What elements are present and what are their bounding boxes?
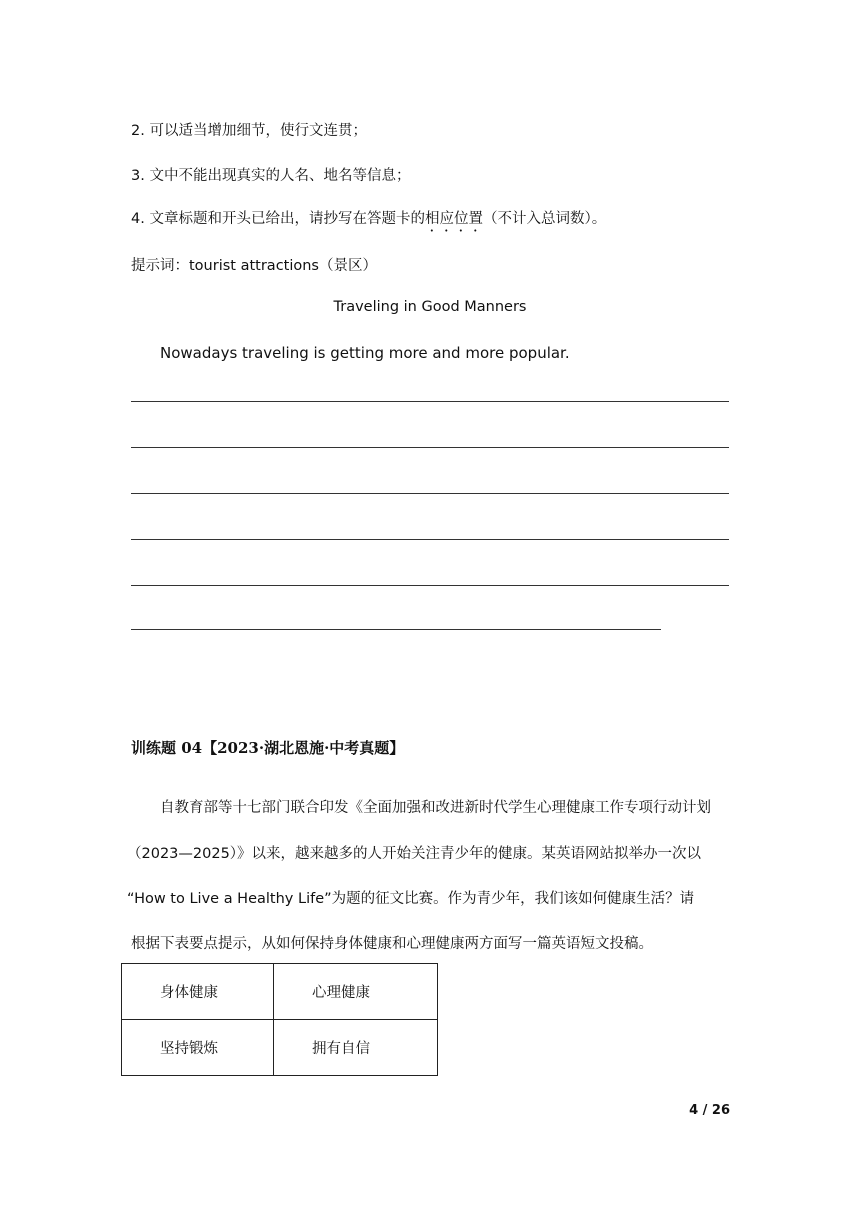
exercise-heading: 训练题 04【2023·湖北恩施·中考真题】	[131, 739, 405, 757]
requirement-3: 3. 文中不能出现真实的人名、地名等信息；	[131, 168, 411, 184]
hint-line: 提示词：tourist attractions（景区）	[131, 258, 377, 274]
paragraph-line: “How to Live a Healthy Life”为题的征文比赛。作为青少年，我们该如何健康生活？请	[127, 891, 695, 907]
requirement-2: 2. 可以适当增加细节，使行文连贯；	[131, 123, 367, 139]
requirement-4: 4. 文章标题和开头已给出，请抄写在答题卡的相应位置（不计入总词数）。	[131, 211, 607, 227]
answer-line	[131, 447, 729, 448]
table-cell: 身体健康	[122, 964, 274, 1020]
answer-line	[131, 493, 729, 494]
table-cell: 心理健康	[274, 964, 438, 1020]
answer-line	[131, 585, 729, 586]
essay-title: Traveling in Good Manners	[333, 299, 527, 315]
key-points-table	[121, 963, 438, 1076]
paragraph-line: 根据下表要点提示，从如何保持身体健康和心理健康两方面写一篇英语短文投稿。	[131, 936, 653, 952]
table-cell: 拥有自信	[274, 1020, 438, 1076]
paragraph-line: （2023—2025）》以来，越来越多的人开始关注青少年的健康。某英语网站拟举办一次以	[127, 846, 702, 862]
page-number: 4 / 26	[689, 1103, 730, 1118]
table-row	[122, 1020, 438, 1076]
emphasis-text: 相应位置	[424, 211, 483, 227]
paragraph-line: 自教育部等十七部门联合印发《全面加强和改进新时代学生心理健康工作专项行动计划	[160, 800, 711, 816]
essay-opening: Nowadays traveling is getting more and more popular.	[160, 344, 570, 362]
answer-line	[131, 401, 729, 402]
table-cell: 坚持锻炼	[122, 1020, 274, 1076]
table-row	[122, 964, 438, 1020]
answer-line	[131, 539, 729, 540]
answer-line	[131, 629, 661, 630]
